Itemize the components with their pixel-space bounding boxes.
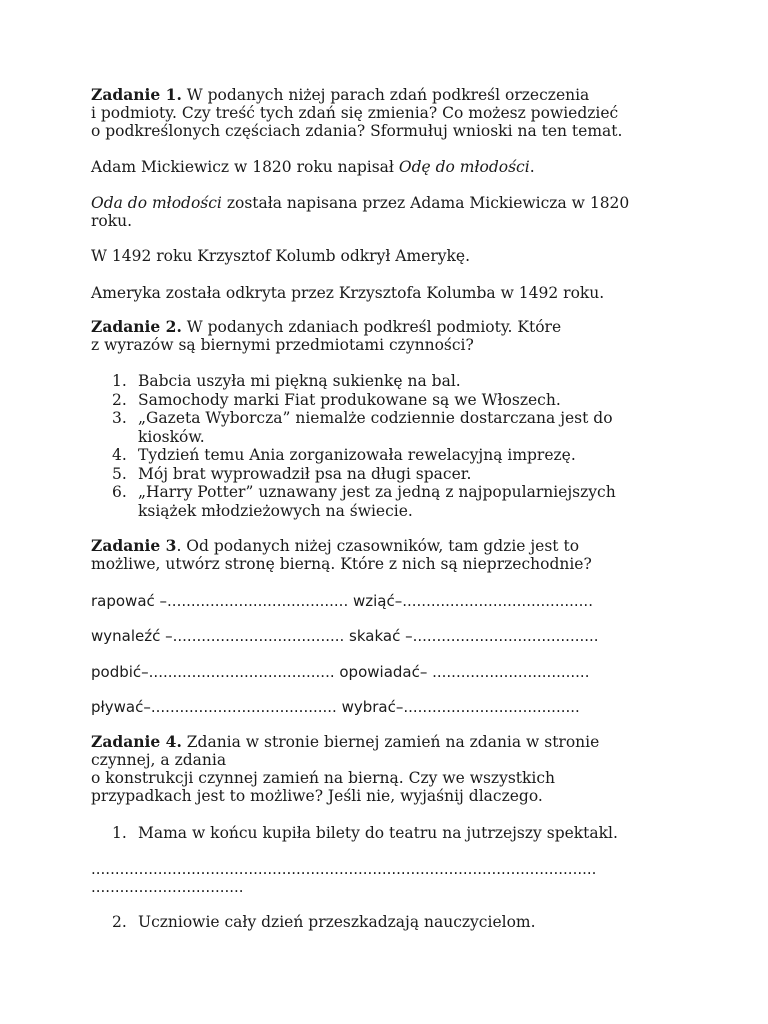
task4-item2 — [112, 913, 682, 932]
task1-sentence2-title: Oda do młodości — [91, 194, 222, 212]
list-item-number: 1. — [112, 824, 127, 842]
task2-text-line2: z wyrazów są biernymi przedmiotami czynności? — [91, 336, 474, 354]
task2-sentence-list — [112, 372, 682, 520]
list-item-number: 2. — [112, 390, 127, 409]
list-item-text: „Gazeta Wyborcza” niemalże codziennie dostarczana jest do — [138, 409, 613, 427]
task3-text-line1: . Od podanych niżej czasowników, tam gdzie jest to — [176, 537, 580, 555]
task4-heading: Zadanie 4. — [91, 732, 182, 751]
list-item-text-cont: książek młodzieżowych na świecie. — [138, 501, 413, 520]
list-item-text: Mój brat wyprowadził psa na długi spacer. — [138, 464, 472, 483]
list-item-text: Samochody marki Fiat produkowane są we Włoszech. — [138, 390, 561, 409]
list-item-text-cont: kiosków. — [138, 427, 205, 446]
task1-sentence3: W 1492 roku Krzysztof Kolumb odkrył Amerykę. — [91, 247, 471, 265]
answer-line: .......................................................................................................... — [91, 860, 597, 878]
task1-text-line3: o podkreślonych częściach zdania? Sformułuj wnioski na ten temat. — [91, 122, 623, 140]
task1-sentence2-end: roku. — [91, 212, 133, 230]
task1-sentence1-text: Adam Mickiewicz w 1820 roku napisał — [91, 158, 399, 176]
list-item-number: 1. — [112, 372, 127, 390]
list-item-number: 5. — [112, 464, 127, 483]
list-item-text: Babcia uszyła mi piękną sukienkę na bal. — [138, 372, 461, 390]
task4-text-line2: czynnej, a zdania — [91, 751, 227, 769]
task1-sentence4: Ameryka została odkryta przez Krzysztofa Kolumba w 1492 roku. — [91, 284, 605, 302]
task4-text-line3: o konstrukcji czynnej zamień na bierną. Czy we wszystkich — [91, 769, 556, 787]
task4-instruction — [91, 733, 681, 805]
task4-item1 — [112, 824, 682, 843]
task4-text-line4: przypadkach jest to możliwe? Jeśli nie, wyjaśnij dlaczego. — [91, 787, 543, 805]
list-item — [112, 465, 682, 484]
task4-text-line1: Zdania w stronie biernej zamień na zdania w stronie — [181, 733, 600, 751]
list-item-number: 6. — [112, 483, 127, 501]
verb-row: pływać–....................................... wybrać–..................................... — [91, 698, 580, 716]
task3-instruction — [91, 537, 681, 573]
list-item — [112, 446, 682, 465]
verb-row: wynaleźć –.................................... skakać –....................................... — [91, 627, 599, 645]
task1-instruction — [91, 86, 681, 140]
verb-row: podbić–....................................... opowiadać– ................................. — [91, 663, 590, 681]
task2-instruction — [91, 318, 681, 354]
list-item-text: „Harry Potter” uznawany jest za jedną z najpopularniejszych — [138, 483, 616, 501]
task1-sentence1-title: Odę do młodości — [398, 158, 530, 176]
list-item-text: Tydzień temu Ania zorganizowała rewelacyjną imprezę. — [138, 446, 576, 464]
list-item — [112, 372, 682, 391]
list-item — [112, 824, 682, 843]
task2-text-line1: W podanych zdaniach podkreśl podmioty. Które — [181, 318, 562, 336]
list-item — [112, 483, 682, 520]
list-item — [112, 391, 682, 410]
list-item-number: 4. — [112, 446, 127, 464]
task1-heading: Zadanie 1. — [91, 85, 182, 104]
task1-sentence2 — [91, 194, 681, 230]
task2-heading: Zadanie 2. — [91, 317, 182, 336]
task1-text-line1: W podanych niżej parach zdań podkreśl orzeczenia — [181, 86, 590, 104]
list-item-number: 3. — [112, 409, 127, 427]
list-item — [112, 913, 682, 932]
task1-sentence1 — [91, 158, 681, 176]
task1-sentence1-period: . — [529, 158, 535, 176]
list-item — [112, 409, 682, 446]
list-item-text: Uczniowie cały dzień przeszkadzają nauczycielom. — [138, 913, 536, 931]
task3-heading: Zadanie 3 — [91, 536, 177, 555]
list-item-number: 2. — [112, 913, 127, 931]
task1-sentence2-text: została napisana przez Adama Mickiewicza w 1820 — [221, 194, 630, 212]
list-item-text: Mama w końcu kupiła bilety do teatru na jutrzejszy spektakl. — [138, 824, 618, 842]
verb-row: rapować –...................................... wziąć–........................................ — [91, 592, 593, 610]
task3-text-line2: możliwe, utwórz stronę bierną. Które z nich są nieprzechodnie? — [91, 555, 592, 573]
answer-line: ................................ — [91, 878, 244, 896]
task1-text-line2: i podmioty. Czy treść tych zdań się zmienia? Co możesz powiedzieć — [91, 104, 619, 122]
